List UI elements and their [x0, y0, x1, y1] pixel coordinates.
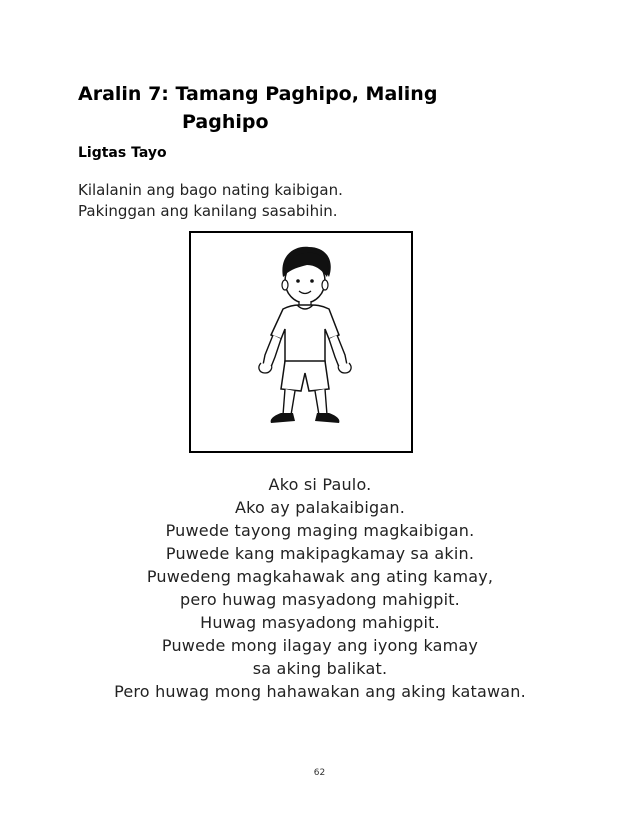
- poem-line-6: pero huwag masyadong mahigpit.: [180, 590, 460, 609]
- poem-line-9: sa aking balikat.: [252, 659, 388, 678]
- boy-right-arm: [329, 335, 347, 367]
- boy-shorts: [281, 361, 329, 391]
- poem-line-7: Huwag masyadong mahigpit.: [200, 613, 440, 632]
- poem-line-8: Puwede mong ilagay ang iyong kamay: [161, 636, 479, 655]
- intro-text: [78, 180, 343, 222]
- intro-line-1: Kilalanin ang bago nating kaibigan.: [78, 181, 343, 199]
- boy-illustration: [191, 233, 411, 451]
- lesson-subtitle: Ligtas Tayo: [78, 145, 167, 161]
- poem-line-5: Puwedeng magkahawak ang ating kamay,: [146, 567, 494, 586]
- boy-right-shoe: [315, 413, 339, 423]
- boy-illustration-frame: [189, 231, 413, 453]
- lesson-title-line-1: Aralin 7: Tamang Paghipo, Maling: [78, 83, 438, 105]
- poem-line-3: Puwede tayong maging magkaibigan.: [165, 521, 475, 540]
- intro-line-2: Pakinggan ang kanilang sasabihin.: [78, 202, 338, 220]
- lesson-title: [78, 80, 498, 136]
- boy-left-arm: [263, 335, 281, 367]
- page-number: 62: [313, 768, 326, 778]
- poem-line-10: Pero huwag mong hahawakan ang aking katawan.: [114, 682, 526, 701]
- poem-text: [40, 473, 600, 703]
- poem-line-1: Ako si Paulo.: [268, 475, 372, 494]
- boy-left-shoe: [271, 413, 295, 423]
- poem-line-2: Ako ay palakaibigan.: [234, 498, 406, 517]
- poem-line-4: Puwede kang makipagkamay sa akin.: [165, 544, 475, 563]
- boy-shirt: [271, 305, 339, 363]
- lesson-title-line-2: Paghipo: [182, 111, 269, 133]
